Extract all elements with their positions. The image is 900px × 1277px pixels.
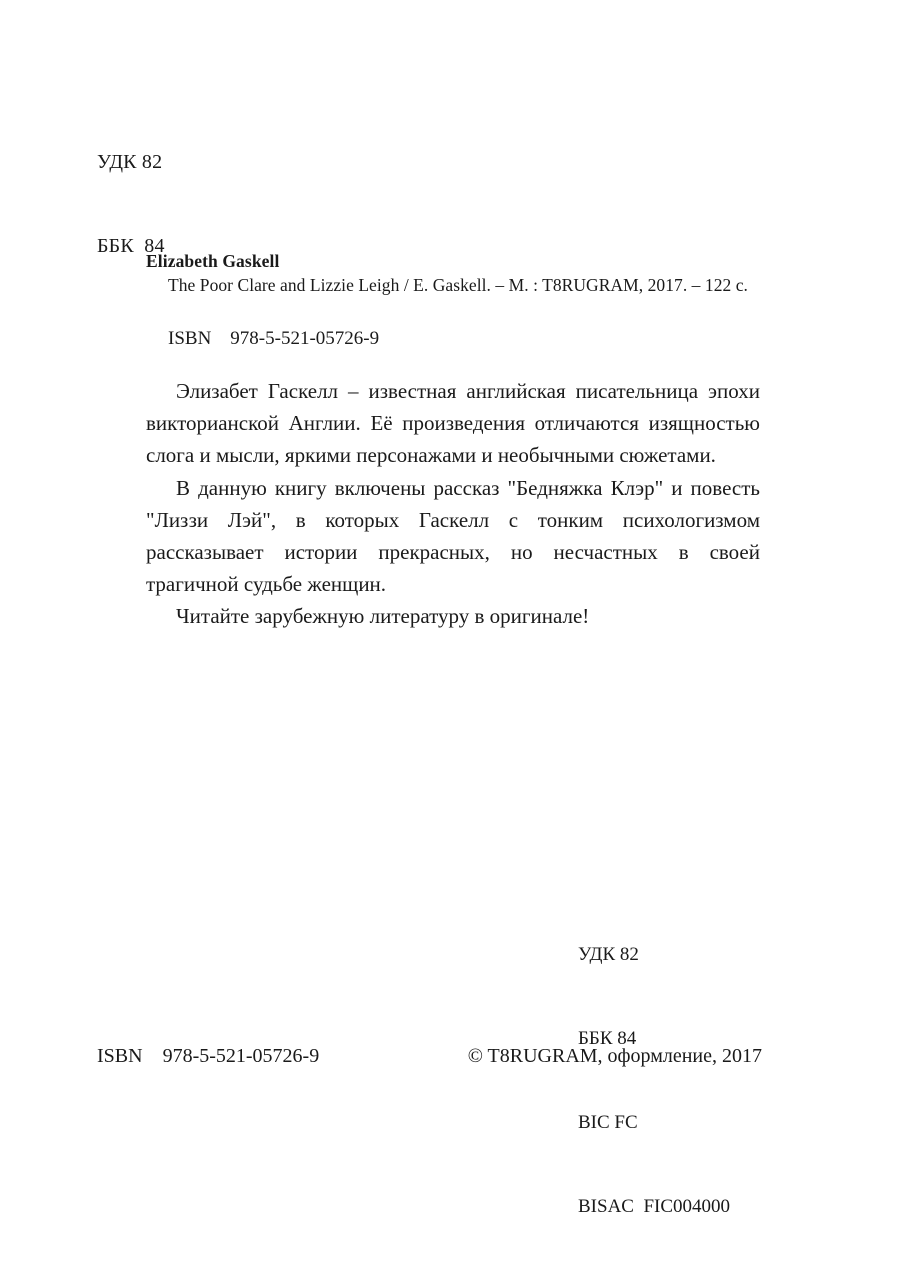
bic-code: BIC FC xyxy=(578,1112,638,1133)
bbk-code-top: ББК 84 xyxy=(97,235,165,257)
bbk-code-bottom: ББК 84 xyxy=(578,1028,637,1049)
annotation-paragraph-2: В данную книгу включены рассказ "Бедняжка Клэр" и повесть "Лиззи Лэй", в которых Гаскелл с тонким психологизмом рассказывает истории прекрасных, но несчастных в своей трагичной судьбе женщин. xyxy=(146,475,760,597)
udk-code-bottom: УДК 82 xyxy=(578,944,639,965)
annotation-paragraph-1: Элизабет Гаскелл – известная английская писательница эпохи викторианской Англии. Её произведения отличаются изящностью слога и мысли, яркими персонажами и необычными сюжетами. xyxy=(146,379,760,468)
bibliographic-description: The Poor Clare and Lizzie Leigh / E. Gaskell. – M. : T8RUGRAM, 2017. – 122 c. xyxy=(168,275,748,295)
author-name: Elizabeth Gaskell xyxy=(146,251,280,271)
isbn-line: ISBN 978-5-521-05726-9 xyxy=(168,328,380,349)
classification-block-bottom xyxy=(578,885,730,1277)
bisac-code: BISAC FIC004000 xyxy=(578,1196,731,1217)
footer-copyright: © T8RUGRAM, оформление, 2017 xyxy=(467,1045,762,1067)
footer-isbn: ISBN 978-5-521-05726-9 xyxy=(97,1045,320,1067)
main-text-column xyxy=(146,250,760,633)
annotation-paragraph-3: Читайте зарубежную литературу в оригинале! xyxy=(176,604,590,629)
udk-code-top: УДК 82 xyxy=(97,151,163,173)
